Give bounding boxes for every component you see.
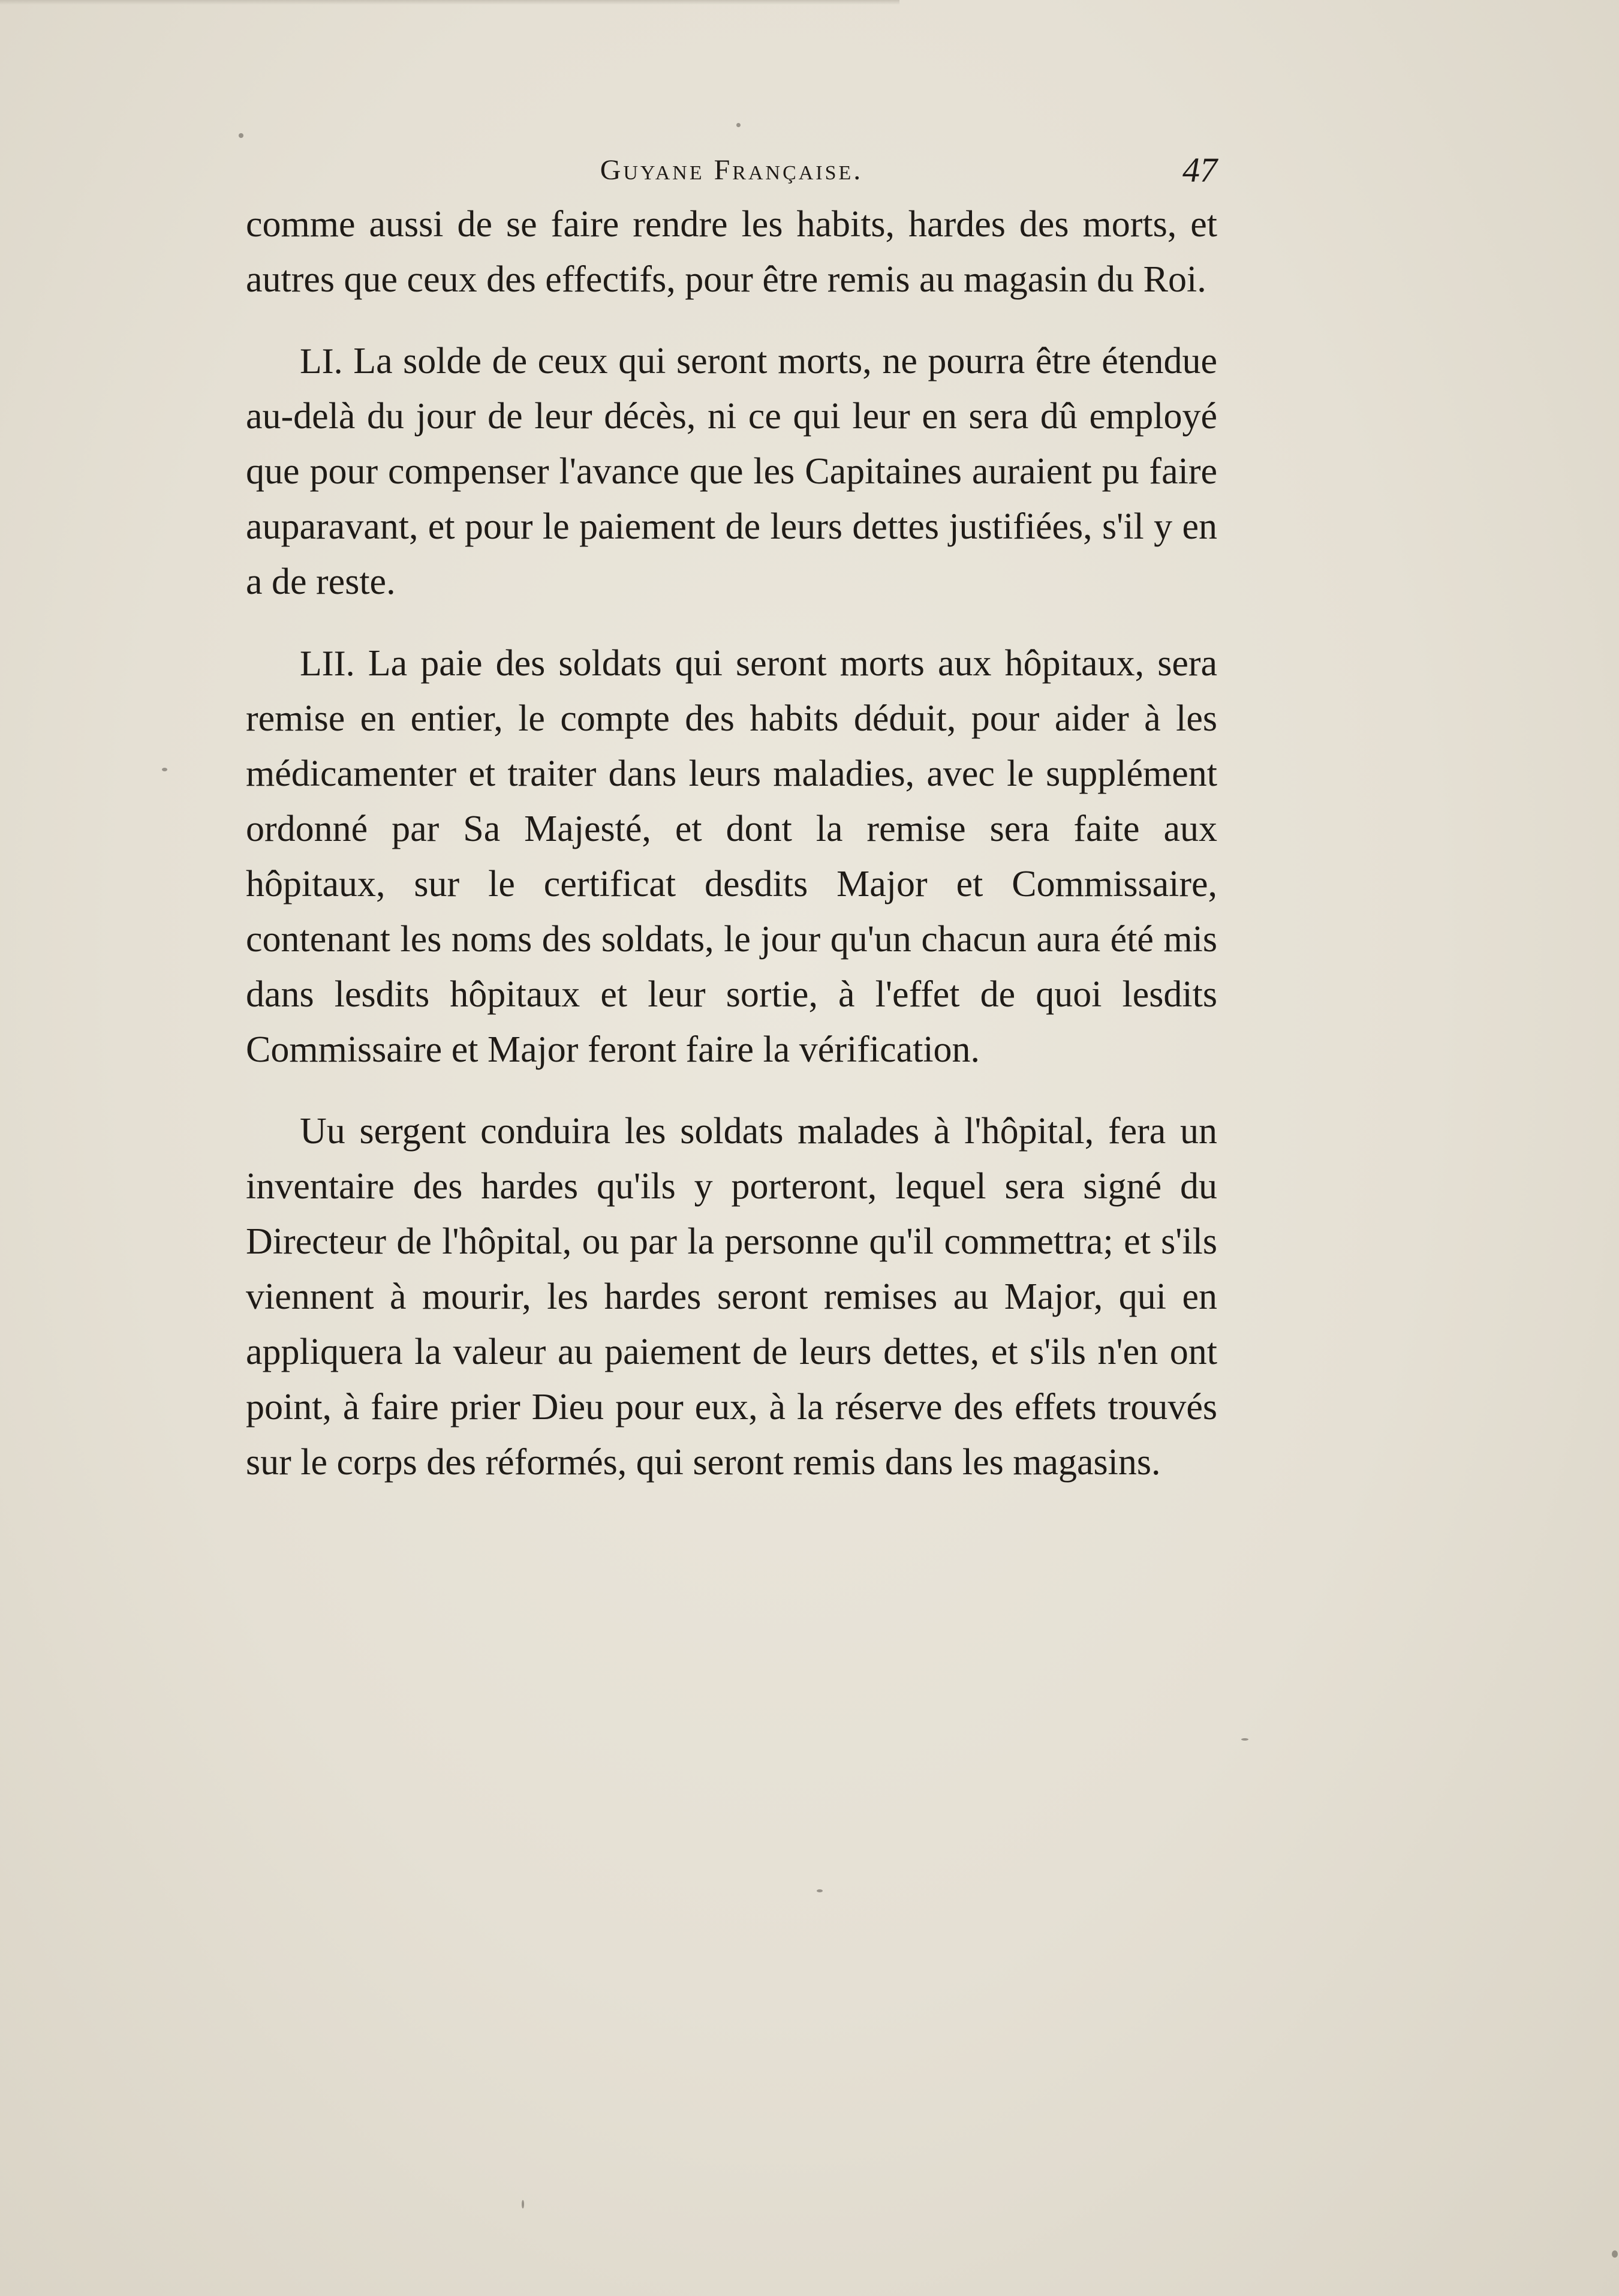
paper-speck — [817, 1889, 823, 1892]
paper-speck — [1241, 1738, 1248, 1741]
paragraph-text: Uu sergent conduira les soldats malades à l'hôpital, fera un inventaire des hardes qu'ils y porteront, lequel sera signé du Directeur de l'hôpital, ou par la personne qu'il commettra; et s'ils viennent à mourir, les hardes seront remises au Major, qui en appliquera la valeur au paiement de leurs dettes, et s'ils n'en ont point, à faire prier Dieu pour eux, à la réserve des effets trouvés sur le corps des réformés, qui seront remis dans les magasins. — [246, 1111, 1217, 1483]
text-block — [246, 150, 1217, 1490]
paragraph-sergent — [246, 1104, 1217, 1490]
article-number: LII. — [300, 644, 355, 683]
paragraph-text: La solde de ceux qui seront morts, ne pourra être étendue au-delà du jour de leur décès, ni ce qui leur en sera dû employé que pour compenser l'avance que les Capitaines auraient pu faire auparavant, et pour le paiement de leurs dettes justifiées, s'il y en a de reste. — [246, 341, 1218, 602]
paper-speck — [1612, 2250, 1618, 2258]
running-head — [246, 150, 1217, 191]
paper-speck — [162, 768, 167, 771]
paper-speck — [522, 2200, 524, 2208]
running-title: Guyane Française. — [600, 154, 863, 186]
article-number: LI. — [300, 341, 343, 381]
paragraph-article-52 — [246, 636, 1217, 1077]
paragraph-article-51 — [246, 333, 1217, 609]
paragraph-continuation — [246, 197, 1217, 307]
paper-speck — [239, 133, 243, 138]
page-number: 47 — [1182, 151, 1217, 190]
paragraph-text: La paie des soldats qui seront morts aux hôpitaux, sera remise en entier, le compte des habits déduit, pour aider à les médicamenter et traiter dans leurs maladies, avec le supplément ordonné par Sa Majesté, et dont la remise sera faite aux hôpitaux, sur le certificat desdits Major et Commissaire, contenant les noms des soldats, le jour qu'un chacun aura été mis dans lesdits hôpitaux et leur sortie, à l'effet de quoi lesdits Commissaire et Major feront faire la vérification. — [246, 643, 1217, 1070]
paragraph-text: comme aussi de se faire rendre les habits, hardes des morts, et autres que ceux des effectifs, pour être remis au magasin du Roi. — [246, 204, 1217, 300]
page-top-edge — [0, 0, 899, 5]
paper-speck — [736, 123, 741, 127]
